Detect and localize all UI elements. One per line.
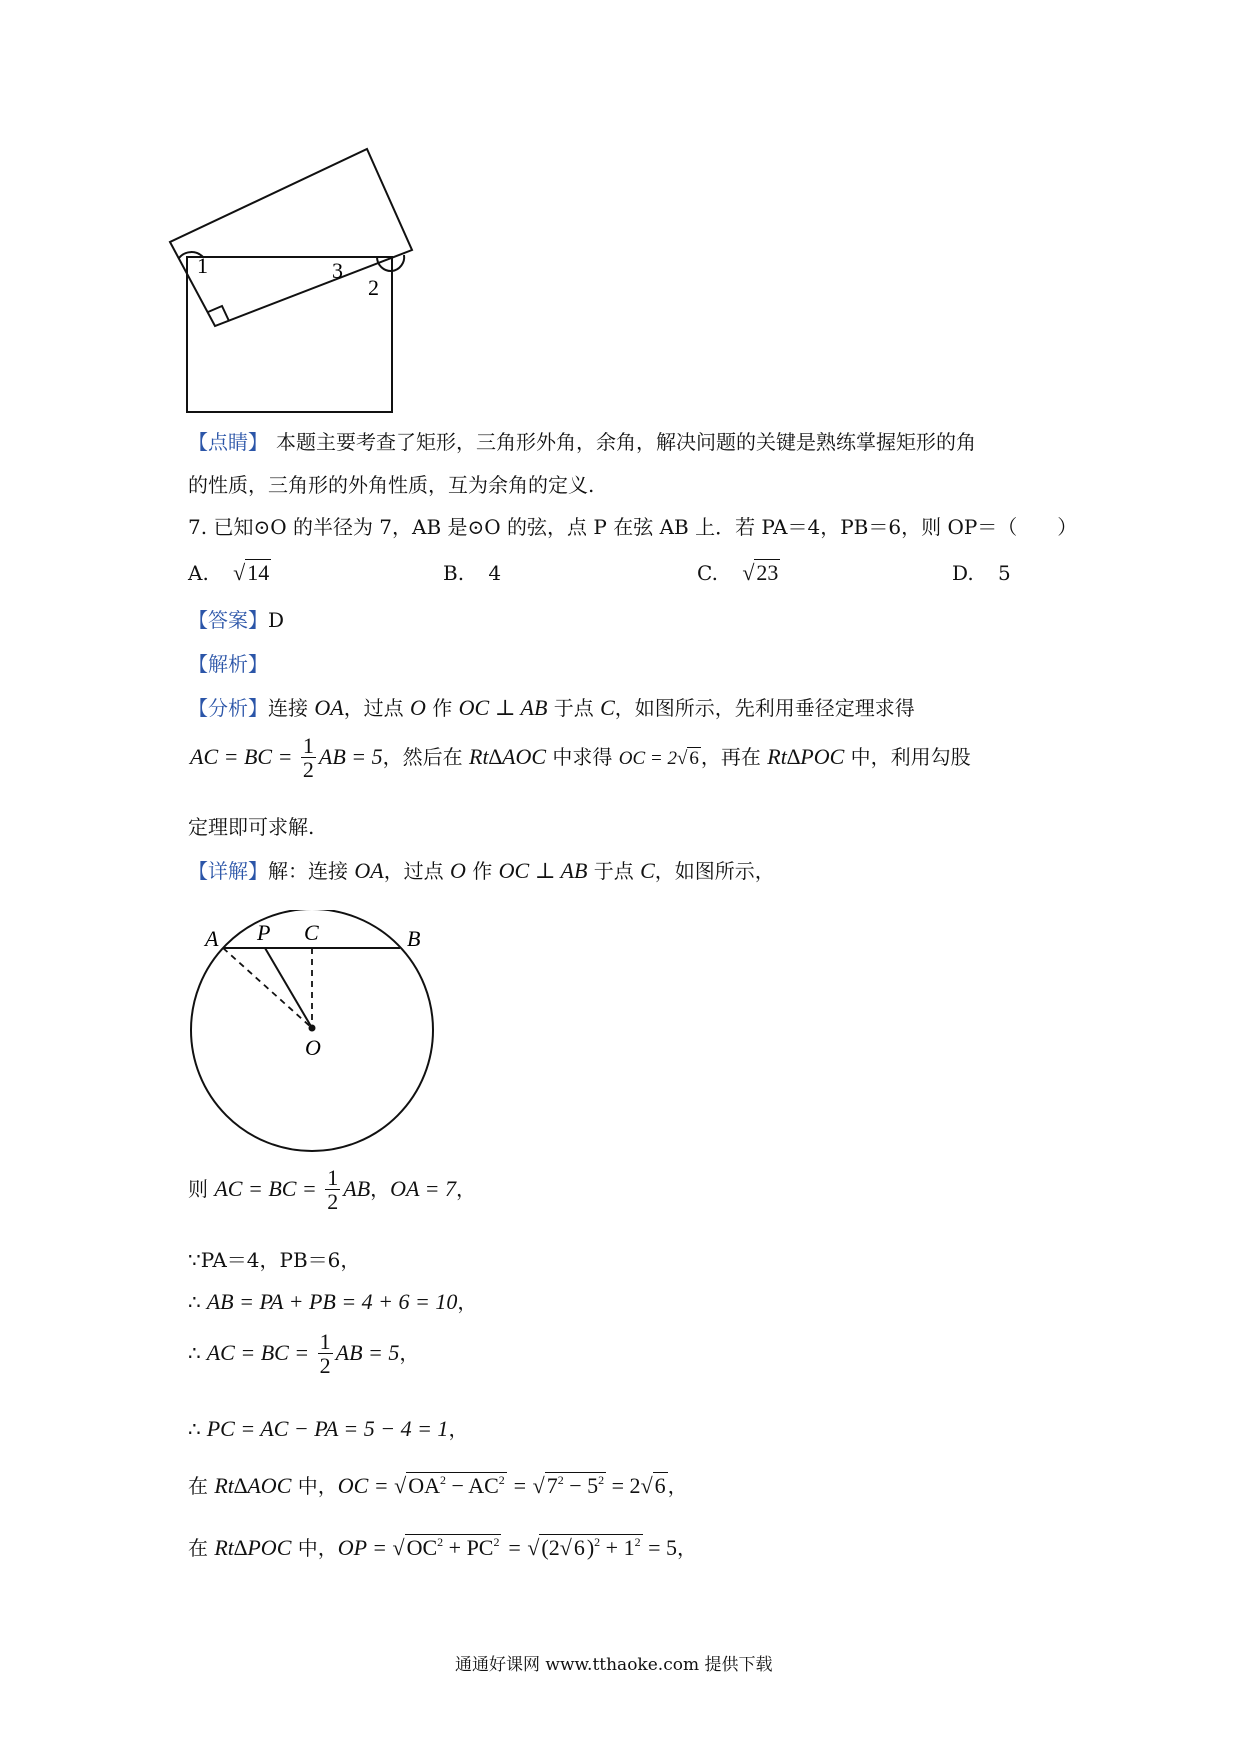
fenxi-line3: 定理即可求解. bbox=[188, 815, 315, 839]
fenxi-text: 中，利用勾股 bbox=[844, 745, 971, 769]
step-fraction: $\frac{1}{2}$ bbox=[327, 1165, 339, 1214]
step-text: 中， bbox=[291, 1536, 338, 1560]
fenxi-rt-aoc: Rt∆AOC bbox=[469, 744, 547, 769]
step-ab: AB bbox=[343, 1176, 371, 1201]
option-a-letter: A. bbox=[188, 561, 209, 585]
step-ab-sum: AB = PA + PB = 4 + 6 = 10 bbox=[206, 1289, 458, 1314]
option-b-value: 4 bbox=[488, 561, 502, 585]
step-text: 在 bbox=[188, 1536, 215, 1560]
step-text: ， bbox=[455, 1177, 476, 1201]
fenxi-text: 于点 bbox=[547, 696, 601, 720]
angle-label-3: 3 bbox=[332, 258, 343, 283]
fenxi-c: C bbox=[600, 695, 615, 720]
xiangjie-c: C bbox=[640, 858, 655, 883]
square-exp: 2 bbox=[498, 1473, 505, 1487]
option-c-letter: C. bbox=[697, 561, 718, 585]
option-c: C. √23 bbox=[697, 560, 779, 585]
step-1 bbox=[188, 1167, 476, 1214]
step-text: ， bbox=[667, 1474, 688, 1498]
xiangjie-tag: 【详解】 bbox=[188, 859, 268, 883]
label-o: O bbox=[305, 1035, 321, 1060]
step-ac-bc: AC = BC = bbox=[206, 1340, 315, 1365]
label-p: P bbox=[257, 920, 271, 945]
option-d-value: 5 bbox=[998, 561, 1011, 585]
step-4 bbox=[188, 1331, 419, 1378]
fenxi-text: ，再在 bbox=[700, 745, 768, 769]
fenxi-ab-5: AB = 5 bbox=[318, 744, 383, 769]
segment-oa bbox=[223, 948, 312, 1028]
fenxi-oc: OC = 2 bbox=[618, 748, 677, 769]
step-5 bbox=[188, 1414, 468, 1444]
fenxi-oc-rad: 6 bbox=[689, 748, 699, 769]
segment-op bbox=[265, 948, 312, 1028]
label-b: B bbox=[407, 926, 421, 951]
step-text: 中， bbox=[291, 1474, 338, 1498]
option-d bbox=[952, 558, 1011, 588]
step-3 bbox=[188, 1287, 477, 1317]
fenxi-text: 作 bbox=[425, 696, 459, 720]
rectangle-figure bbox=[160, 130, 480, 420]
step-text: 在 bbox=[188, 1474, 215, 1498]
therefore-symbol: ∴ bbox=[188, 1341, 201, 1365]
fenxi-text: ，然后在 bbox=[382, 745, 470, 769]
fenxi-perp: OC ⊥ AB bbox=[458, 695, 548, 720]
dianjing-text-1: 本题主要考查了矩形，三角形外角，余角，解决问题的关键是熟练掌握矩形的角 bbox=[276, 430, 976, 454]
step-pc: + PC bbox=[443, 1535, 494, 1560]
answer-line bbox=[188, 605, 284, 635]
therefore-symbol: ∴ bbox=[188, 1290, 201, 1314]
step-paren-open: (2 bbox=[541, 1535, 560, 1560]
step-ac-bc: AC = BC = bbox=[214, 1176, 323, 1201]
angle-label-1: 1 bbox=[197, 253, 208, 278]
square-exp: 2 bbox=[440, 1473, 447, 1487]
option-b-letter: B. bbox=[443, 561, 465, 585]
step-result: = 5 bbox=[642, 1535, 677, 1560]
square-exp: 2 bbox=[594, 1535, 601, 1549]
answer-value: D bbox=[268, 608, 285, 632]
fenxi-oa: OA bbox=[314, 695, 344, 720]
option-d-letter: D. bbox=[952, 561, 974, 585]
square-exp: 2 bbox=[493, 1535, 500, 1549]
step-ac: − AC bbox=[446, 1473, 499, 1498]
step-op: OP = bbox=[337, 1535, 393, 1560]
circle-figure bbox=[185, 910, 445, 1160]
xiangjie-text: ，过点 bbox=[383, 859, 451, 883]
square-exp: 2 bbox=[598, 1473, 605, 1487]
square-exp: 2 bbox=[557, 1473, 564, 1487]
step-fraction: $\frac{1}{2}$ bbox=[319, 1329, 331, 1378]
fenxi-line2: AC = BC = $\frac{1}{2}$ AB = 5，然后在 Rt∆AOC 中求得 OC = 2√ 6 ，再在 Rt∆POC 中，利用勾股 bbox=[190, 733, 971, 782]
step-rt-poc: Rt∆POC bbox=[214, 1535, 292, 1560]
step-pc: PC = AC − PA = 5 − 4 = 1 bbox=[206, 1416, 449, 1441]
xiangjie-oa: OA bbox=[354, 858, 384, 883]
option-c-value: 23 bbox=[756, 560, 779, 585]
xiangjie-text: 解：连接 bbox=[268, 859, 355, 883]
dianjing-tag: 【点睛】 bbox=[188, 430, 268, 454]
fenxi-fraction: $\frac{1}{2}$ bbox=[302, 733, 314, 782]
step-7: 在 Rt∆POC 中，OP = $√OC^2 + PC^2 = √(2√6)^2 + 1^2 = 5$， bbox=[188, 1535, 697, 1560]
step-text: 则 bbox=[188, 1177, 215, 1201]
step-text: ， bbox=[677, 1536, 697, 1560]
xiangjie-text: ，如图所示， bbox=[654, 859, 775, 883]
step-plus-1: + 1 bbox=[600, 1535, 635, 1560]
angle-label-2: 2 bbox=[368, 275, 379, 300]
step-eq: = bbox=[501, 1535, 528, 1560]
fenxi-rt-poc: Rt∆POC bbox=[767, 744, 845, 769]
option-b bbox=[443, 558, 501, 588]
rectangle-lower bbox=[187, 257, 392, 412]
step-oc: OC = bbox=[337, 1473, 395, 1498]
square-exp: 2 bbox=[437, 1535, 444, 1549]
step-text: ， bbox=[370, 1177, 391, 1201]
xiangjie-o: O bbox=[450, 858, 466, 883]
dianjing-line2: 的性质，三角形的外角性质，互为余角的定义. bbox=[188, 473, 595, 497]
option-a: A. √14 bbox=[188, 560, 270, 585]
dianjing-line1 bbox=[188, 427, 976, 457]
step-oa: OA = 7 bbox=[390, 1176, 456, 1201]
step-oc: OC bbox=[406, 1535, 438, 1560]
step-text: ， bbox=[448, 1417, 469, 1441]
square-exp: 2 bbox=[634, 1535, 641, 1549]
therefore-symbol: ∴ bbox=[188, 1417, 201, 1441]
xiangjie-line bbox=[188, 856, 775, 886]
step-oa: OA bbox=[408, 1473, 441, 1498]
step-6: 在 Rt∆AOC 中，OC = $√OA^2 - AC^2 = √7^2 - 5^2 = 2√6$ ， bbox=[188, 1473, 688, 1498]
step-2: ∵PA＝4，PB＝6， bbox=[188, 1248, 361, 1272]
fenxi-ac-bc: AC = BC = bbox=[190, 744, 298, 769]
answer-tag: 【答案】 bbox=[188, 608, 268, 632]
jiexi-tag: 【解析】 bbox=[188, 652, 268, 676]
step-5: − 5 bbox=[563, 1473, 599, 1498]
fenxi-line1 bbox=[188, 693, 915, 723]
label-c: C bbox=[304, 920, 319, 945]
step-result: = 2 bbox=[606, 1473, 641, 1498]
step-ab-5: AB = 5 bbox=[335, 1340, 400, 1365]
fenxi-o: O bbox=[410, 695, 426, 720]
xiangjie-perp: OC ⊥ AB bbox=[498, 858, 588, 883]
fenxi-tag: 【分析】 bbox=[188, 696, 268, 720]
xiangjie-text: 作 bbox=[465, 859, 499, 883]
step-rt-aoc: Rt∆AOC bbox=[214, 1473, 292, 1498]
step-7: 7 bbox=[546, 1473, 558, 1498]
fenxi-text: 中求得 bbox=[546, 745, 619, 769]
label-a: A bbox=[205, 926, 219, 951]
option-a-value: 14 bbox=[247, 560, 270, 585]
fenxi-text: ，如图所示，先利用垂径定理求得 bbox=[614, 696, 915, 720]
step-rad-6: 6 bbox=[573, 1535, 585, 1560]
fenxi-text: ，过点 bbox=[343, 696, 411, 720]
step-paren-close: ) bbox=[586, 1535, 595, 1560]
footer: 通通好课网 www.tthaoke.com 提供下载 bbox=[455, 1655, 773, 1675]
step-text: ， bbox=[457, 1290, 478, 1314]
step-text: ， bbox=[399, 1341, 420, 1365]
question-7: 7. 已知⊙O 的半径为 7，AB 是⊙O 的弦，点 P 在弦 AB 上．若 PA＝4，PB＝6，则 OP＝（ ） bbox=[188, 515, 1078, 539]
center-dot bbox=[309, 1025, 316, 1032]
step-eq: = bbox=[506, 1473, 533, 1498]
fenxi-text: 连接 bbox=[268, 696, 315, 720]
step-rad-6: 6 bbox=[654, 1473, 666, 1498]
xiangjie-text: 于点 bbox=[587, 859, 641, 883]
